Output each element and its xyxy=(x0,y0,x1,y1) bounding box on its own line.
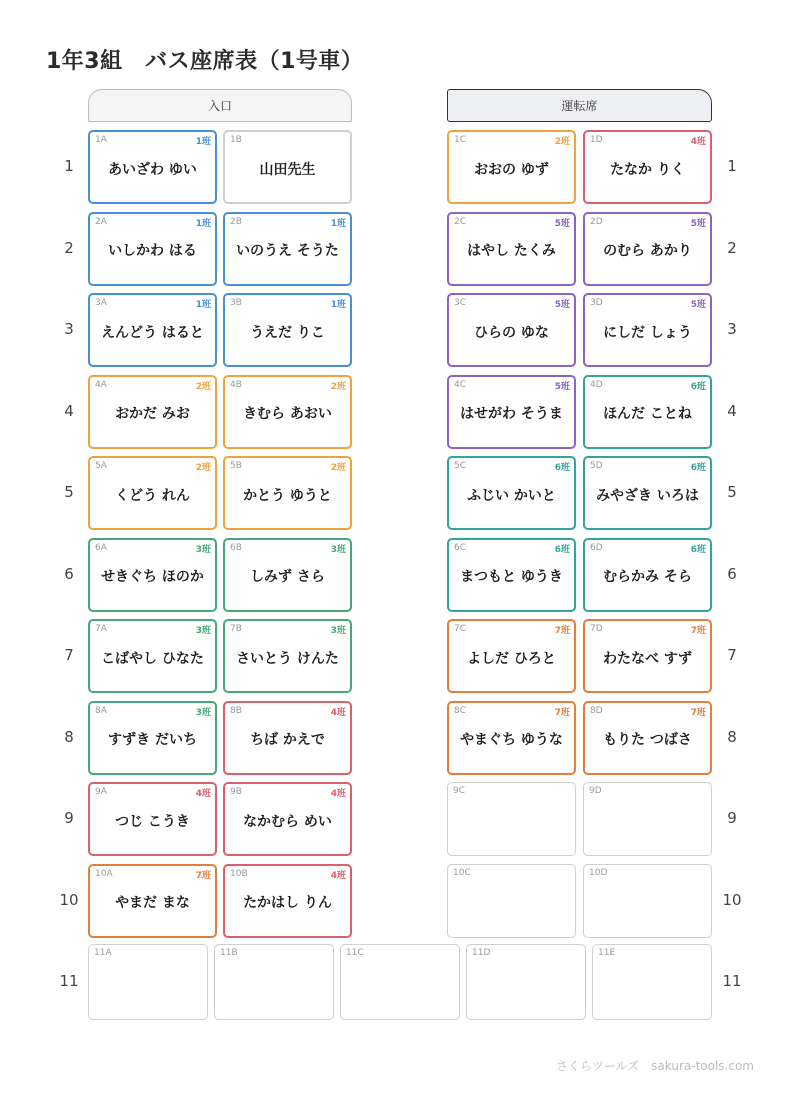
student-name: かとう ゆうと xyxy=(243,487,332,504)
row-number-right: 3 xyxy=(727,320,737,338)
seat-id: 4A xyxy=(95,379,107,390)
seat-id: 6A xyxy=(95,542,107,553)
seat-id: 2A xyxy=(95,216,107,227)
group-badge: 5班 xyxy=(554,218,570,229)
seat-7A[interactable] xyxy=(88,619,217,693)
seat-id: 3D xyxy=(590,298,603,308)
seat-id: 9B xyxy=(230,787,242,797)
row-number-right: 6 xyxy=(727,564,737,583)
empty-seat-11A[interactable] xyxy=(88,944,208,1020)
seat-id: 8B xyxy=(230,705,242,716)
seat-id: 1B xyxy=(230,135,242,145)
student-name: すずき だいち xyxy=(107,732,197,748)
seat-id: 8D xyxy=(590,705,603,716)
row-number-left: 11 xyxy=(59,972,79,990)
row-number-left: 3 xyxy=(64,320,74,338)
group-badge: 7班 xyxy=(690,626,706,636)
seat-7D[interactable] xyxy=(583,619,712,693)
seat-id: 1D xyxy=(590,135,603,145)
row-number-left: 4 xyxy=(64,401,74,420)
group-badge: 1班 xyxy=(330,300,346,310)
seat-5D[interactable] xyxy=(583,456,712,530)
seat-10A[interactable] xyxy=(88,864,217,938)
seat-id: 3B xyxy=(230,298,242,308)
seat-id: 3A xyxy=(95,298,107,308)
student-name: たなか りく xyxy=(610,161,685,178)
seat-id: 2B xyxy=(230,216,242,227)
empty-seat-11C[interactable] xyxy=(340,944,460,1020)
seat-2C[interactable] xyxy=(447,212,576,286)
student-name: ちば かえで xyxy=(250,732,325,748)
seat-3D[interactable] xyxy=(583,293,712,367)
group-badge: 2班 xyxy=(554,137,570,147)
student-name: なかむら めい xyxy=(243,813,332,830)
seat-id: 4D xyxy=(590,379,603,390)
row-number-right: 9 xyxy=(727,809,737,827)
empty-seat-9C[interactable] xyxy=(447,782,576,856)
seat-id: 6D xyxy=(590,542,603,553)
seat-1B[interactable] xyxy=(223,130,352,204)
student-name: のむら あかり xyxy=(603,243,692,259)
seat-id: 7D xyxy=(590,624,603,634)
student-name: くどう れん xyxy=(115,487,190,504)
seat-id: 11B xyxy=(220,948,238,958)
group-badge: 4班 xyxy=(330,870,346,881)
seat-9B[interactable] xyxy=(223,782,352,856)
group-badge: 3班 xyxy=(330,626,346,636)
group-badge: 7班 xyxy=(195,870,211,881)
student-name: みやざき いろは xyxy=(596,487,699,504)
student-name: いしかわ はる xyxy=(108,243,197,259)
row-number-right: 7 xyxy=(727,646,737,664)
student-name: おおの ゆず xyxy=(474,161,549,178)
group-badge: 5班 xyxy=(690,300,706,310)
row-number-right: 4 xyxy=(727,401,737,420)
group-badge: 7班 xyxy=(554,707,570,718)
group-badge: 2班 xyxy=(195,381,211,392)
page-title: 1年3組 バス座席表（1号車） xyxy=(46,49,364,74)
student-name: 山田先生 xyxy=(259,161,316,178)
row-number-right: 5 xyxy=(727,483,737,501)
empty-seat-11B[interactable] xyxy=(214,944,334,1020)
student-name: しみず さら xyxy=(250,569,325,585)
row-number-right: 10 xyxy=(722,890,742,909)
student-name: つじ こうき xyxy=(115,813,190,830)
group-badge: 5班 xyxy=(690,218,706,229)
group-badge: 6班 xyxy=(690,544,706,555)
seat-id: 8C xyxy=(454,705,467,716)
student-name: やまだ まな xyxy=(115,895,190,911)
seat-id: 4B xyxy=(230,379,242,390)
seat-8C[interactable] xyxy=(447,701,576,775)
student-name: はやし たくみ xyxy=(467,243,556,259)
student-name: まつもと ゆうき xyxy=(460,569,563,585)
seat-id: 5B xyxy=(230,461,242,471)
group-badge: 1班 xyxy=(195,300,211,310)
seat-id: 11E xyxy=(598,948,616,958)
student-name: むらかみ そら xyxy=(603,569,692,585)
row-number-left: 5 xyxy=(64,483,74,501)
footer-credit: さくらツールズ sakura-tools.com xyxy=(556,1059,754,1073)
seat-5C[interactable] xyxy=(447,456,576,530)
seat-id: 10C xyxy=(453,867,471,878)
row-number-right: 2 xyxy=(727,238,737,257)
seat-7C[interactable] xyxy=(447,619,576,693)
student-name: さいとう けんた xyxy=(236,650,339,667)
driver-seat-label: 運転席 xyxy=(447,89,712,122)
seat-7B[interactable] xyxy=(223,619,352,693)
empty-seat-9D[interactable] xyxy=(583,782,712,856)
student-name: せきぐち ほのか xyxy=(101,569,204,585)
group-badge: 7班 xyxy=(554,626,570,636)
group-badge: 1班 xyxy=(195,218,211,229)
seat-5B[interactable] xyxy=(223,456,352,530)
group-badge: 3班 xyxy=(195,626,211,636)
seat-id: 9C xyxy=(453,786,466,796)
seat-4A[interactable] xyxy=(88,375,217,449)
seat-4C[interactable] xyxy=(447,375,576,449)
seat-1A[interactable] xyxy=(88,130,217,204)
seat-6C[interactable] xyxy=(447,538,576,612)
group-badge: 2班 xyxy=(330,381,346,392)
row-number-left: 9 xyxy=(64,809,74,827)
student-name: はせがわ そうま xyxy=(460,406,563,422)
student-name: ほんだ ことね xyxy=(603,406,692,422)
seat-id: 7B xyxy=(230,624,242,634)
student-name: うえだ りこ xyxy=(250,324,325,341)
student-name: あいざわ ゆい xyxy=(108,161,197,178)
seat-id: 10D xyxy=(589,867,608,878)
group-badge: 2班 xyxy=(330,463,346,473)
seat-id: 9D xyxy=(589,786,602,796)
student-name: おかだ みお xyxy=(115,406,190,422)
seat-id: 10A xyxy=(95,868,113,879)
group-badge: 5班 xyxy=(554,381,570,392)
seat-id: 11D xyxy=(472,948,491,958)
student-name: いのうえ そうた xyxy=(236,243,339,259)
entrance-label: 入口 xyxy=(88,89,352,122)
row-number-left: 2 xyxy=(64,238,74,257)
seat-9A[interactable] xyxy=(88,782,217,856)
seat-3B[interactable] xyxy=(223,293,352,367)
group-badge: 1班 xyxy=(195,137,211,147)
row-number-left: 6 xyxy=(64,564,74,583)
student-name: よしだ ひろと xyxy=(467,650,556,667)
row-number-left: 7 xyxy=(64,646,74,664)
seat-id: 6C xyxy=(454,542,467,553)
seat-3A[interactable] xyxy=(88,293,217,367)
row-number-right: 1 xyxy=(727,157,737,175)
row-number-right: 8 xyxy=(727,727,737,746)
student-name: にしだ しょう xyxy=(603,324,692,341)
seat-id: 11C xyxy=(346,948,364,958)
seat-id: 7C xyxy=(454,624,467,634)
empty-seat-11E[interactable] xyxy=(592,944,712,1020)
student-name: ふじい かいと xyxy=(467,487,556,504)
seat-5A[interactable] xyxy=(88,456,217,530)
group-badge: 4班 xyxy=(330,789,346,799)
seat-2B[interactable] xyxy=(223,212,352,286)
seat-id: 2D xyxy=(590,216,603,227)
seat-id: 2C xyxy=(454,216,467,227)
student-name: ひらの ゆな xyxy=(474,324,549,341)
seat-id: 11A xyxy=(94,948,112,958)
group-badge: 1班 xyxy=(330,218,346,229)
group-badge: 4班 xyxy=(195,789,211,799)
empty-seat-10C[interactable] xyxy=(447,864,576,938)
row-number-right: 11 xyxy=(722,972,742,990)
seat-id: 5A xyxy=(95,461,107,471)
student-name: きむら あおい xyxy=(243,406,332,422)
group-badge: 6班 xyxy=(690,381,706,392)
student-name: わたなべ すず xyxy=(602,650,692,667)
student-name: えんどう はると xyxy=(101,324,204,341)
seat-id: 5D xyxy=(590,461,603,471)
seat-id: 1C xyxy=(454,135,467,145)
empty-seat-10D[interactable] xyxy=(583,864,712,938)
seat-4B[interactable] xyxy=(223,375,352,449)
seat-id: 10B xyxy=(230,868,248,879)
seat-8A[interactable] xyxy=(88,701,217,775)
seat-6D[interactable] xyxy=(583,538,712,612)
group-badge: 7班 xyxy=(690,707,706,718)
student-name: こばやし ひなた xyxy=(101,650,204,667)
seat-2D[interactable] xyxy=(583,212,712,286)
seat-8B[interactable] xyxy=(223,701,352,775)
group-badge: 4班 xyxy=(690,137,706,147)
seat-3C[interactable] xyxy=(447,293,576,367)
group-badge: 3班 xyxy=(195,707,211,718)
seat-2A[interactable] xyxy=(88,212,217,286)
group-badge: 2班 xyxy=(195,463,211,473)
seat-4D[interactable] xyxy=(583,375,712,449)
seat-id: 5C xyxy=(454,461,467,471)
seat-10B[interactable] xyxy=(223,864,352,938)
seat-1D[interactable] xyxy=(583,130,712,204)
seat-id: 7A xyxy=(95,624,107,634)
group-badge: 3班 xyxy=(195,544,211,555)
group-badge: 3班 xyxy=(330,544,346,555)
group-badge: 4班 xyxy=(330,707,346,718)
group-badge: 6班 xyxy=(554,544,570,555)
row-number-left: 8 xyxy=(64,727,74,746)
row-number-left: 10 xyxy=(59,890,79,909)
group-badge: 6班 xyxy=(554,463,570,473)
seat-id: 8A xyxy=(95,705,107,716)
seat-id: 1A xyxy=(95,135,107,145)
empty-seat-11D[interactable] xyxy=(466,944,586,1020)
seat-id: 3C xyxy=(454,298,467,308)
student-name: もりた つばさ xyxy=(603,732,692,748)
student-name: やまぐち ゆうな xyxy=(460,732,563,748)
seat-8D[interactable] xyxy=(583,701,712,775)
seat-id: 6B xyxy=(230,542,242,553)
seat-6B[interactable] xyxy=(223,538,352,612)
seat-id: 4C xyxy=(454,379,467,390)
seat-id: 9A xyxy=(95,787,107,797)
student-name: たかはし りん xyxy=(243,895,332,911)
row-number-left: 1 xyxy=(64,157,74,175)
seat-6A[interactable] xyxy=(88,538,217,612)
group-badge: 5班 xyxy=(554,300,570,310)
seat-1C[interactable] xyxy=(447,130,576,204)
group-badge: 6班 xyxy=(690,463,706,473)
